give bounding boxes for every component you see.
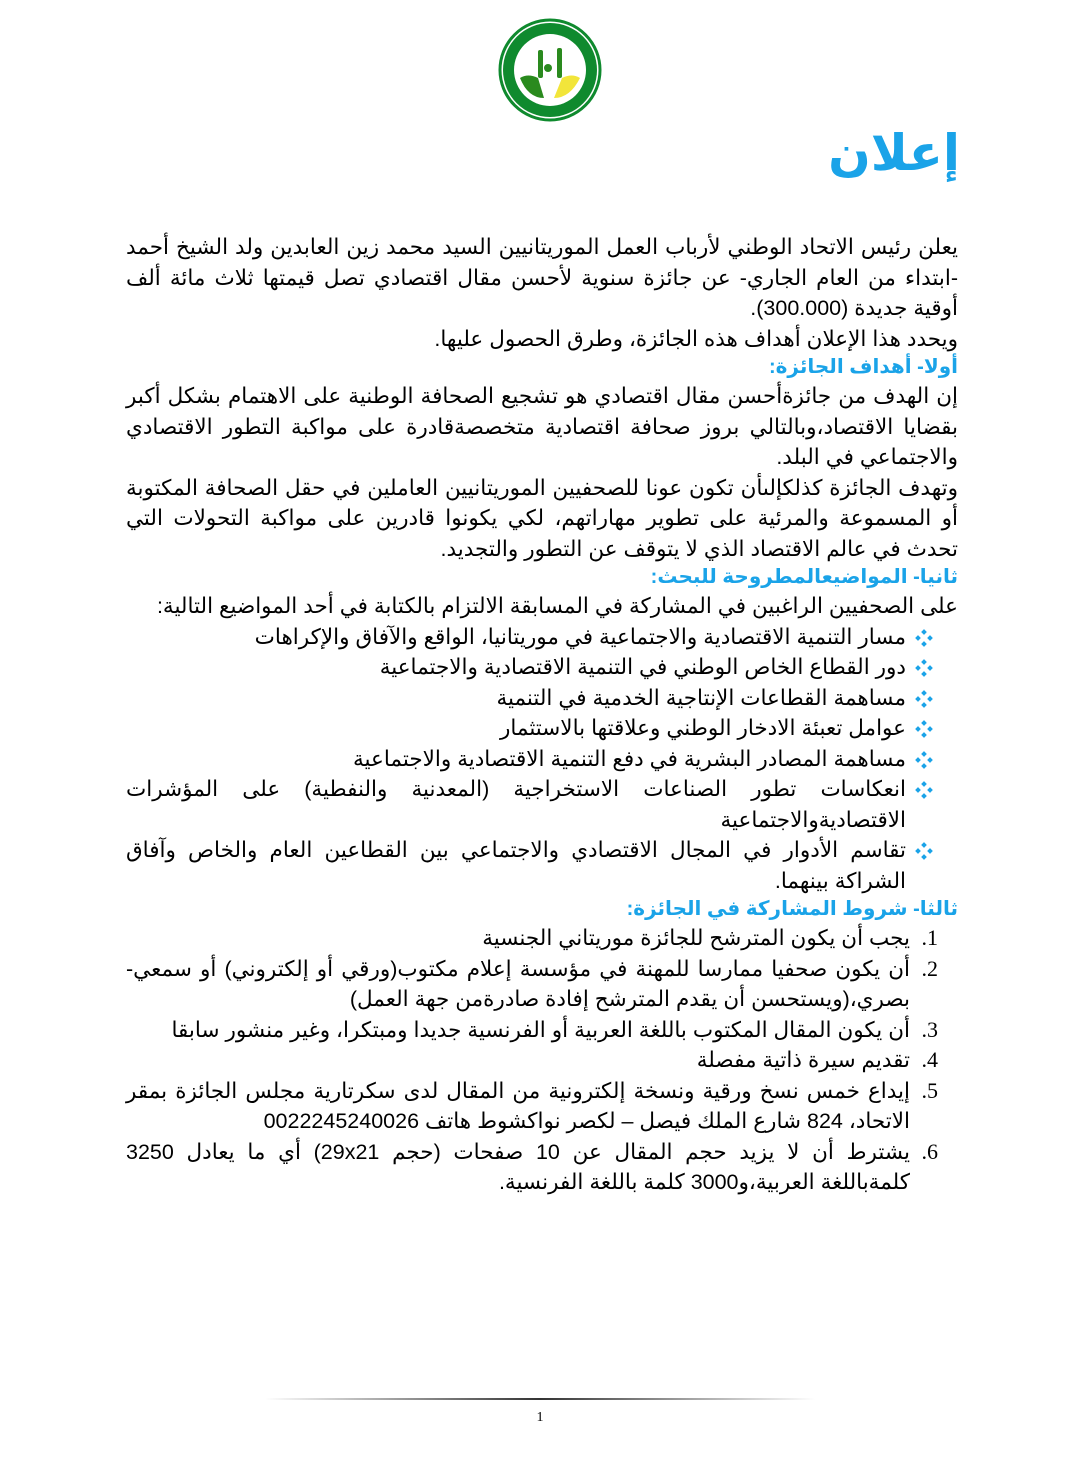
list-item	[126, 1076, 938, 1137]
topic-text: دور القطاع الخاص الوطني في التنمية الاقتصادية والاجتماعية	[379, 655, 906, 679]
page-number: 1	[536, 1410, 544, 1425]
topics-list	[126, 622, 958, 897]
conditions-list	[126, 923, 958, 1198]
topic-text: مساهمة القطاعات الإنتاجية الخدمية في التنمية	[496, 685, 906, 710]
condition-text: أن يكون صحفيا ممارسا للمهنة في مؤسسة إعلام مكتوب(ورقي أو إلكتروني) أو سمعي- بصري،(ويستحسن أن يقدم المترشح إفادة صادرةمن جهة العمل)	[126, 956, 910, 1011]
diamond-bullet-icon	[914, 719, 934, 739]
list-item	[126, 652, 934, 683]
list-item	[126, 683, 934, 714]
topics-lead: على الصحفيين الراغبين في المشاركة في المسابقة الالتزام بالكتابة في أحد المواضيع التالية:	[156, 594, 958, 618]
union-logo	[498, 18, 602, 122]
item-number: 4.	[921, 1047, 938, 1072]
topic-text: عوامل تعبئة الادخار الوطني وعلاقتها بالاستثمار	[499, 716, 906, 740]
diamond-bullet-icon	[914, 628, 934, 648]
condition-text: تقديم سيرة ذاتية مفصلة	[696, 1048, 910, 1072]
list-item	[126, 1137, 938, 1198]
goals-paragraph: وتهدف الجائزة كذلكإلىأن تكون عونا للصحفيين الموريتانيين العاملين في حقل الصحافة المكتوبة أو المسموعة والمرئية على تطوير مهاراتهم، لكي يكونوا قادرين على مواكبة التحولات التي تحدث في عالم الاقتصاد الذي لا يتوقف عن التطور والتجديد.	[126, 475, 958, 561]
section-heading-topics: ثانيا- المواضيعالمطروحة للبحث:	[650, 566, 958, 588]
list-item	[126, 923, 938, 954]
diamond-bullet-icon	[914, 689, 934, 709]
list-item	[126, 622, 934, 653]
document-body	[126, 232, 958, 1198]
list-item	[126, 1045, 938, 1076]
item-number: 2.	[921, 955, 938, 981]
goals-paragraph: إن الهدف من جائزةأحسن مقال اقتصادي هو تشجيع الصحافة الوطنية على الاهتمام بشكل أكبر بقضايا الاقتصاد،وبالتالي بروز صحافة اقتصادية متخصصةقادرة على مواكبة التطور الاقتصادي والاجتماعي في البلد.	[126, 384, 958, 469]
diamond-bullet-icon	[914, 658, 934, 678]
topic-text: انعكاسات تطور الصناعات الاستخراجية (المعدنية والنفطية) على المؤشرات الاقتصاديةوالاجتماعية	[126, 777, 906, 832]
list-item	[126, 774, 934, 835]
topic-text: تقاسم الأدوار في المجال الاقتصادي والاجتماعي بين القطاعين العام والخاص وآفاق الشراكة بينهما.	[126, 838, 906, 893]
condition-text: أن يكون المقال المكتوب باللغة العربية أو الفرنسية جديدا ومبتكرا، وغير منشور سابقا	[171, 1017, 910, 1042]
list-item	[126, 954, 938, 1015]
list-item	[126, 713, 934, 744]
item-number: 5.	[921, 1077, 938, 1103]
item-number: 1.	[921, 925, 938, 950]
topic-text: مساهمة المصادر البشرية في دفع التنمية الاقتصادية والاجتماعية	[353, 746, 906, 771]
list-item	[126, 835, 934, 896]
item-number: 3.	[921, 1016, 938, 1042]
diamond-bullet-icon	[914, 750, 934, 770]
diamond-bullet-icon	[914, 780, 934, 800]
condition-text: يشترط أن لا يزيد حجم المقال عن 10 صفحات (حجم 29x21) أي ما يعادل 3250 كلمةباللغة العربية،و3000 كلمة باللغة الفرنسية.	[126, 1139, 911, 1194]
condition-text: يجب أن يكون المترشح للجائزة موريتاني الجنسية	[482, 926, 910, 950]
footer-divider	[265, 1398, 815, 1400]
item-number: 6.	[921, 1138, 938, 1164]
section-heading-conditions: ثالثا- شروط المشاركة في الجائزة:	[626, 898, 958, 920]
intro-paragraph: ويحدد هذا الإعلان أهداف هذه الجائزة، وطرق الحصول عليها.	[434, 326, 958, 351]
topic-text: مسار التنمية الاقتصادية والاجتماعية في موريتانيا، الواقع والآفاق والإكراهات	[254, 624, 906, 649]
page-title: إعلان	[828, 124, 960, 182]
diamond-bullet-icon	[914, 841, 934, 861]
list-item	[126, 1015, 938, 1046]
intro-paragraph: يعلن رئيس الاتحاد الوطني لأرباب العمل الموريتانيين السيد محمد زين العابدين ولد الشيخ أحمد -ابتداء من العام الجاري- عن جائزة سنوية لأحسن مقال اقتصادي تصل قيمتها ثلاث مائة ألف أوقية جديدة (300.000).	[126, 235, 958, 320]
condition-text: إيداع خمس نسخ ورقية ونسخة إلكترونية من المقال لدى سكرتارية مجلس الجائزة بمقر الاتحاد، 824 شارع الملك فيصل – لكصر نواكشوط هاتف 0022245240026	[126, 1078, 910, 1133]
list-item	[126, 744, 934, 775]
section-heading-goals: أولا- أهداف الجائزة:	[768, 356, 958, 378]
